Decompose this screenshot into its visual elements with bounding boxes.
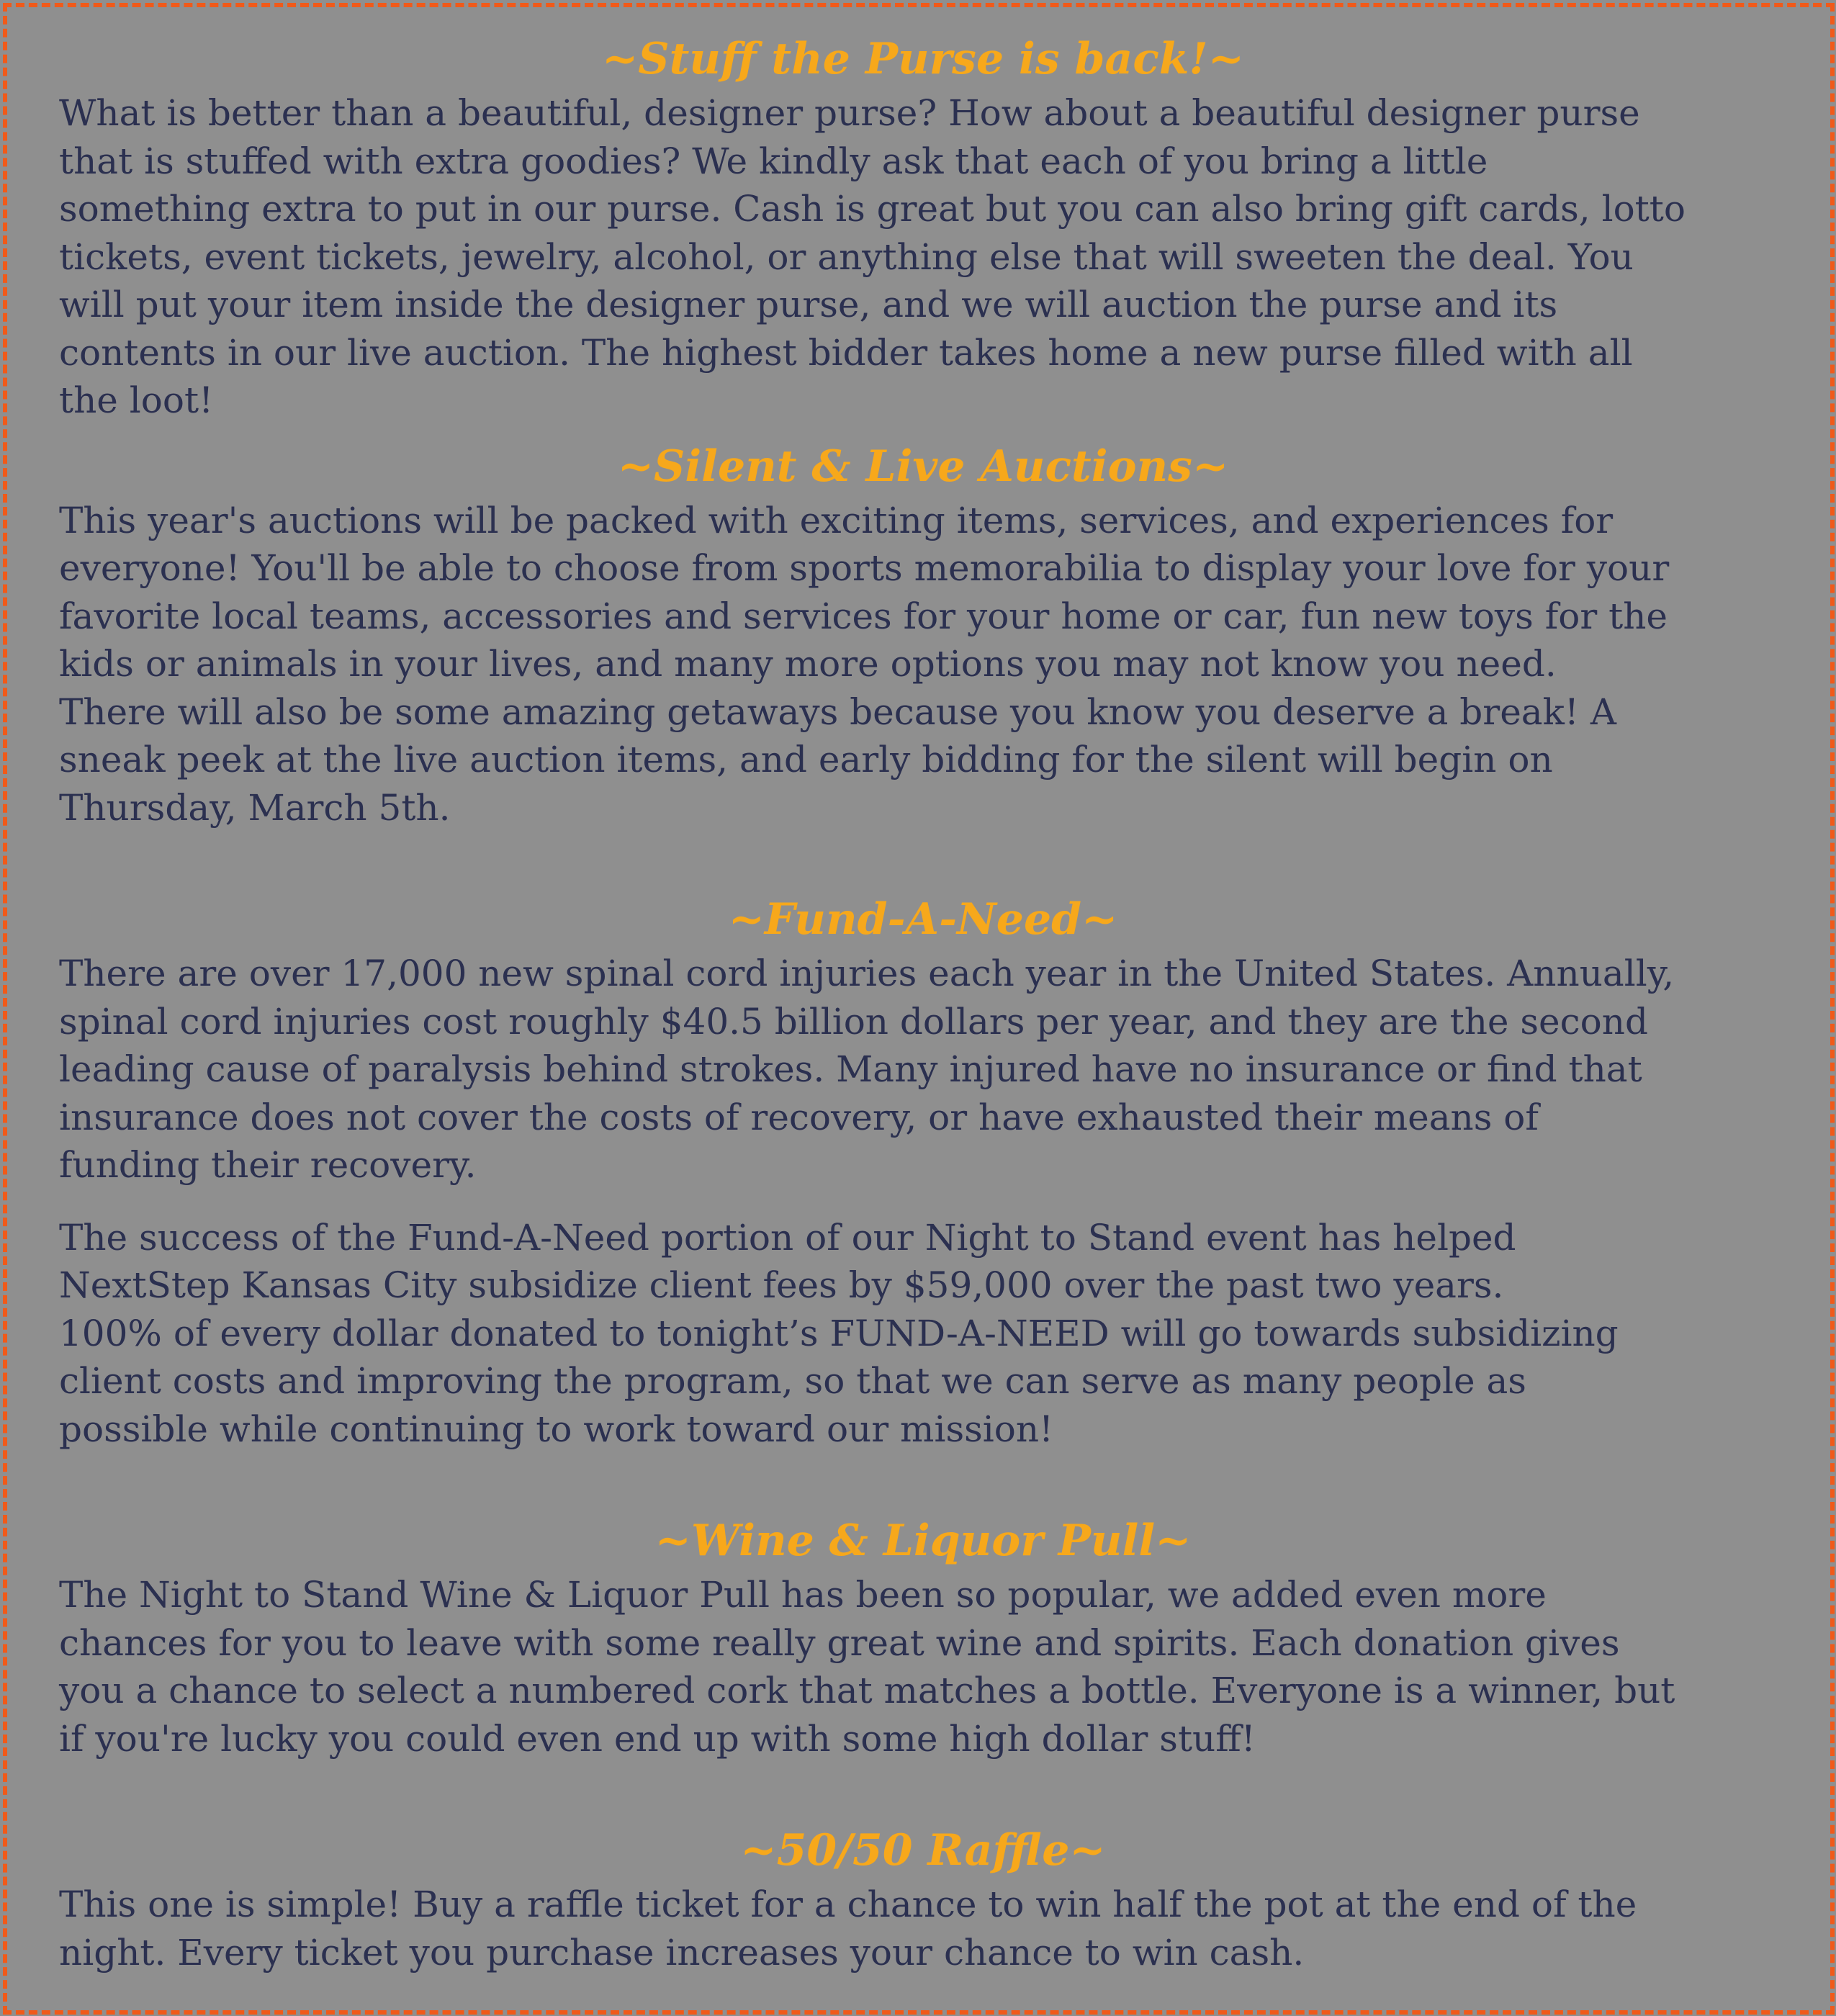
section-title-auctions: ~Silent & Live Auctions~ — [617, 441, 1229, 492]
section-body-fund-a-need-1: There are over 17,000 new spinal cord injuries each year in the United States. Annually, spinal cord injuries cost roughly $40.5 billion dollars per year, and they are the second leading cause of paralysis behind strokes. Many injured have no insurance or find that insurance does not cover the costs of recovery, or have exhausted their means of funding their recovery. — [59, 953, 1675, 1186]
section-title-fund-a-need: ~Fund-A-Need~ — [728, 894, 1118, 945]
flyer-content — [59, 29, 1787, 1976]
section-body-wine-liquor-pull: The Night to Stand Wine & Liquor Pull has been so popular, we added even more chances for you to leave with some really great wine and spirits. Each donation gives you a chance to select a numbered cork that matches a bottle. Everyone is a winner, but if you're lucky you could even end up with some high dollar stuff! — [59, 1574, 1675, 1760]
section-body-fund-a-need-2: The success of the Fund-A-Need portion of our Night to Stand event has helped NextStep Kansas City subsidize client fees by $59,000 over the past two years. 100% of every dollar donated to tonight’s FUND-A-NEED will go towards subsidizing client costs and improving the program, so that we can serve as many people as possible while continuing to work toward our mission! — [59, 1216, 1619, 1450]
section-title-stuff-the-purse: ~Stuff the Purse is back!~ — [601, 34, 1245, 84]
section-title-wine-liquor-pull: ~Wine & Liquor Pull~ — [654, 1516, 1192, 1566]
section-title-raffle: ~50/50 Raffle~ — [740, 1825, 1106, 1876]
section-body-auctions: This year's auctions will be packed with exciting items, services, and experiences for everyone! You'll be able to choose from sports memorabilia to display your love for your favorite local teams, accessories and services for your home or car, fun new toys for the kids or animals in your lives, and many more options you may not know you need. There will also be some amazing getaways because you know you deserve a break! A sneak peek at the live auction items, and early bidding for the silent will begin on Thursday, March 5th. — [59, 499, 1670, 829]
section-body-stuff-the-purse: What is better than a beautiful, designer purse? How about a beautiful designer purse that is stuffed with extra goodies? We kindly ask that each of you bring a little something extra to put in our purse. Cash is great but you can also bring gift cards, lotto tickets, event tickets, jewelry, alcohol, or anything else that will sweeten the deal. You will put your item inside the designer purse, and we will auction the purse and its contents in our live auction. The highest bidder takes home a new purse filled with all the loot! — [59, 92, 1686, 421]
section-body-raffle: This one is simple! Buy a raffle ticket for a chance to win half the pot at the end of the night. Every ticket you purchase increases your chance to win cash. — [59, 1884, 1637, 1974]
